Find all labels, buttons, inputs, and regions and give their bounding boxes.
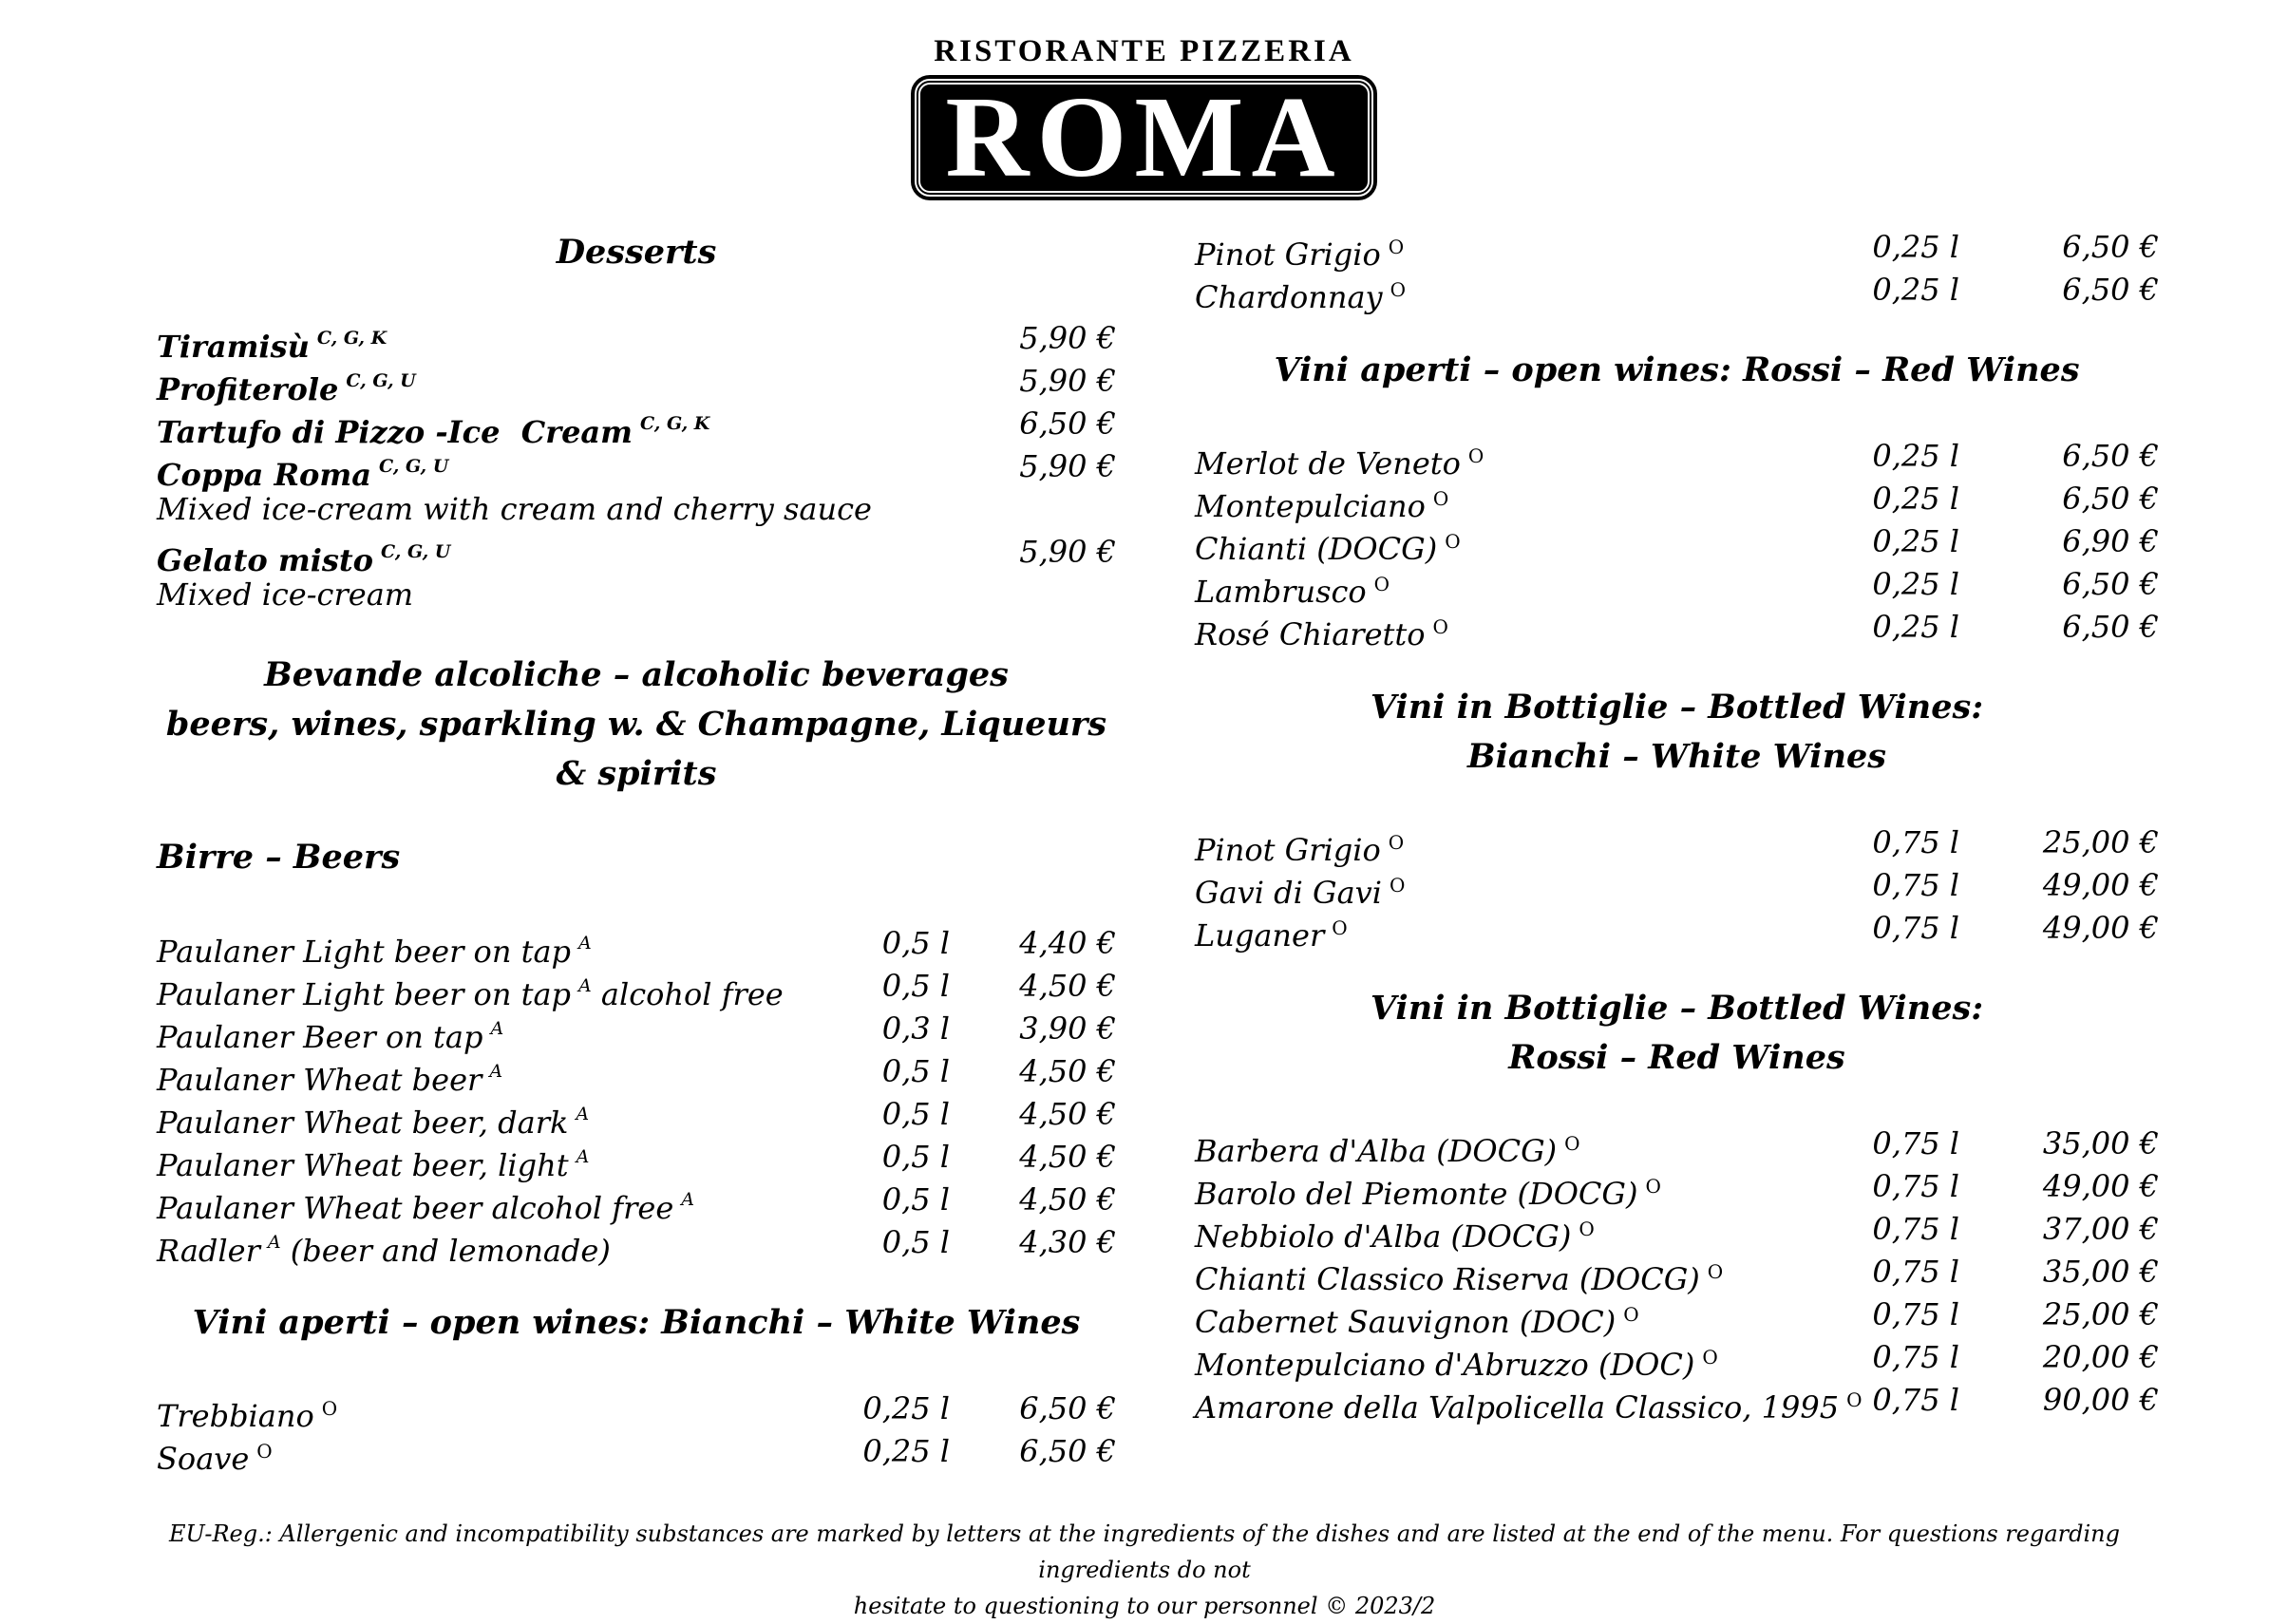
item-volume: 0,75 l: [1872, 1125, 1959, 1161]
wine-item: [1195, 226, 2159, 273]
item-name: Trebbiano: [157, 1398, 314, 1434]
origin-mark: O: [1707, 1260, 1724, 1283]
alcoholic-heading-line1: Bevande alcoliche – alcoholic beverages: [264, 655, 1009, 694]
item-volume: 0,75 l: [1872, 1168, 1959, 1204]
item-price: 5,90 €: [1019, 534, 1116, 570]
allergen-code: A: [490, 1018, 504, 1039]
item-price: 6,50 €: [1019, 1433, 1116, 1469]
desserts-heading: Desserts: [556, 233, 717, 272]
item-price: 25,00 €: [2042, 1296, 2159, 1332]
beer-item: [157, 1136, 1116, 1183]
menu-header: [0, 34, 2288, 201]
item-price: 5,90 €: [1019, 320, 1116, 356]
item-name: Paulaner Wheat beer alcohol free: [157, 1190, 674, 1226]
item-price: 6,90 €: [2062, 523, 2159, 559]
item-price: 35,00 €: [2042, 1125, 2159, 1161]
item-volume: 0,25 l: [1872, 566, 1959, 602]
item-volume: 0,75 l: [1872, 824, 1959, 860]
item-name: Coppa Roma: [157, 457, 371, 493]
item-name: Profiterole: [157, 371, 339, 407]
item-volume: 0,25 l: [1872, 481, 1959, 517]
item-name: Soave: [157, 1441, 250, 1477]
item-volume: 0,75 l: [1872, 910, 1959, 946]
origin-mark: O: [256, 1440, 273, 1463]
item-price: 6,50 €: [1019, 406, 1116, 442]
origin-mark: O: [1467, 444, 1484, 467]
item-volume: 0,75 l: [1872, 1382, 1959, 1418]
item-price: 4,50 €: [1019, 1139, 1116, 1175]
wine-item: [1195, 1379, 2159, 1426]
bottled-white-heading-line2: Bianchi – White Wines: [1466, 737, 1886, 776]
item-name: Barolo del Piemonte (DOCG): [1195, 1176, 1638, 1212]
footer-line-1: EU-Reg.: Allergenic and incompatibility substances are marked by letters at the ingredients of the dishes and are listed at the end of the menu. For questions regarding ingredients do not: [169, 1520, 2120, 1583]
item-name: Chianti (DOCG): [1195, 531, 1438, 567]
beer-item: [157, 1008, 1116, 1055]
item-price: 5,90 €: [1019, 363, 1116, 399]
wine-item: [1195, 1294, 2159, 1340]
item-price: 6,50 €: [2062, 566, 2159, 602]
item-name: Pinot Grigio: [1195, 236, 1381, 273]
origin-mark: O: [1623, 1303, 1639, 1326]
dessert-description: [157, 574, 1116, 616]
allergen-code: A: [489, 1061, 503, 1082]
allergen-code: A: [576, 1104, 590, 1124]
item-price: 4,50 €: [1019, 1053, 1116, 1089]
item-volume: 0,5 l: [881, 1181, 950, 1218]
wine-item: [1195, 606, 2159, 652]
dessert-item: [157, 445, 1116, 493]
bottled-red-wines-list: [1195, 1123, 2159, 1426]
wine-item: [157, 1388, 1116, 1434]
item-price: 90,00 €: [2042, 1382, 2159, 1418]
item-price: 49,00 €: [2042, 867, 2159, 903]
allergen-codes: C, G, K: [640, 413, 710, 434]
item-volume: 0,5 l: [881, 968, 950, 1004]
item-price: 37,00 €: [2042, 1211, 2159, 1247]
item-price: 4,40 €: [1019, 925, 1116, 961]
item-name: Rosé Chiaretto: [1195, 616, 1426, 652]
item-description: Mixed ice-cream: [157, 576, 414, 613]
origin-mark: O: [1389, 874, 1406, 897]
item-volume: 0,5 l: [881, 1053, 950, 1089]
wine-item: [157, 1430, 1116, 1477]
wine-item: [1195, 1165, 2159, 1212]
item-name: Radler: [157, 1233, 260, 1269]
alcoholic-heading-line2: beers, wines, sparkling w. & Champagne, Liqueurs & spirits: [165, 705, 1107, 793]
item-volume: 0,25 l: [1872, 272, 1959, 308]
item-volume: 0,5 l: [881, 925, 950, 961]
beer-item: [157, 965, 1116, 1012]
item-name: Chianti Classico Riserva (DOCG): [1195, 1261, 1700, 1297]
open-white-wines-heading: Vini aperti – open wines: Bianchi – White Wines: [192, 1303, 1081, 1342]
item-price: 4,50 €: [1019, 968, 1116, 1004]
footer-line-2: hesitate to questioning to our personnel © 2023/2: [853, 1593, 1436, 1619]
item-name: Paulaner Light beer on tap: [157, 976, 572, 1012]
wine-item: [1195, 864, 2159, 911]
item-name: Amarone della Valpolicella Classico, 1995: [1195, 1389, 1840, 1426]
item-volume: 0,5 l: [881, 1139, 950, 1175]
item-name: Lambrusco: [1195, 574, 1367, 610]
item-name: Paulaner Wheat beer, dark: [157, 1105, 569, 1141]
item-name: Pinot Grigio: [1195, 832, 1381, 868]
wine-item: [1195, 563, 2159, 610]
item-name: Gavi di Gavi: [1195, 875, 1382, 911]
origin-mark: O: [1432, 615, 1448, 638]
wine-item: [1195, 520, 2159, 567]
item-price: 6,50 €: [2062, 481, 2159, 517]
restaurant-subtitle: RISTORANTE PIZZERIA: [934, 34, 1354, 68]
origin-mark: O: [1645, 1175, 1661, 1198]
item-price: 35,00 €: [2042, 1254, 2159, 1290]
origin-mark: O: [1564, 1132, 1580, 1155]
item-name: Paulaner Wheat beer, light: [157, 1147, 569, 1183]
beer-item: [157, 1179, 1116, 1226]
item-suffix: (beer and lemonade): [280, 1233, 611, 1269]
item-price: 5,90 €: [1019, 448, 1116, 484]
wine-item: [1195, 1123, 2159, 1169]
item-volume: 0,25 l: [862, 1433, 950, 1469]
item-volume: 0,75 l: [1872, 1339, 1959, 1375]
dessert-description: [157, 488, 1116, 531]
item-volume: 0,25 l: [1872, 438, 1959, 474]
left-column: [157, 228, 1116, 1477]
item-name: Tiramisù: [157, 329, 310, 365]
item-volume: 0,25 l: [1872, 229, 1959, 265]
allergen-codes: C, G, U: [346, 370, 416, 391]
beer-item: [157, 1221, 1116, 1269]
item-volume: 0,25 l: [1872, 609, 1959, 645]
item-name: Cabernet Sauvignon (DOC): [1195, 1304, 1617, 1340]
origin-mark: O: [1388, 831, 1405, 854]
wine-item: [1195, 1336, 2159, 1383]
allergen-codes: C, G, K: [316, 328, 388, 349]
open-white-wines-list: [157, 1388, 1116, 1477]
wine-item: [1195, 1251, 2159, 1297]
bottled-red-heading-line2: Rossi – Red Wines: [1508, 1038, 1845, 1077]
item-volume: 0,75 l: [1872, 1296, 1959, 1332]
item-name: Barbera d'Alba (DOCG): [1195, 1133, 1558, 1169]
wine-item: [1195, 435, 2159, 482]
wine-item: [1195, 478, 2159, 524]
item-name: Paulaner Light beer on tap: [157, 934, 572, 970]
origin-mark: O: [1388, 236, 1405, 258]
wine-item: [1195, 907, 2159, 954]
item-name: Merlot de Veneto: [1195, 445, 1461, 482]
desserts-list: [157, 317, 1116, 616]
origin-mark: O: [1579, 1218, 1595, 1240]
item-price: 6,50 €: [2062, 272, 2159, 308]
item-name: Montepulciano: [1195, 488, 1426, 524]
item-name: Luganer: [1195, 917, 1325, 954]
bottled-red-heading-line1: Vini in Bottiglie – Bottled Wines:: [1370, 989, 1984, 1028]
beer-item: [157, 1093, 1116, 1141]
item-name: Paulaner Beer on tap: [157, 1019, 483, 1055]
dessert-item: [157, 360, 1116, 407]
item-price: 4,30 €: [1019, 1224, 1116, 1260]
item-description: Mixed ice-cream with cream and cherry sauce: [157, 491, 872, 527]
item-volume: 0,25 l: [1872, 523, 1959, 559]
item-volume: 0,75 l: [1872, 1211, 1959, 1247]
item-name: Paulaner Wheat beer: [157, 1062, 482, 1098]
item-price: 6,50 €: [1019, 1390, 1116, 1426]
wine-item: [1195, 821, 2159, 868]
item-volume: 0,75 l: [1872, 1254, 1959, 1290]
dessert-item: [157, 531, 1116, 578]
item-name: Gelato misto: [157, 542, 373, 578]
item-suffix: alcohol free: [591, 976, 784, 1012]
origin-mark: O: [1390, 278, 1406, 301]
allergen-code: A: [576, 1146, 590, 1167]
item-name: Chardonnay: [1195, 279, 1383, 315]
item-volume: 0,5 l: [881, 1224, 950, 1260]
origin-mark: O: [1702, 1346, 1718, 1369]
origin-mark: O: [321, 1397, 338, 1420]
item-volume: 0,3 l: [881, 1010, 950, 1047]
origin-mark: O: [1432, 487, 1449, 510]
open-white-wines-continued: [1195, 226, 2159, 315]
item-price: 25,00 €: [2042, 824, 2159, 860]
dessert-item: [157, 317, 1116, 365]
item-volume: 0,75 l: [1872, 867, 1959, 903]
item-price: 6,50 €: [2062, 229, 2159, 265]
item-volume: 0,25 l: [862, 1390, 950, 1426]
beers-heading: Birre – Beers: [157, 838, 401, 877]
item-price: 49,00 €: [2042, 910, 2159, 946]
allergen-codes: C, G, U: [381, 541, 451, 562]
item-price: 49,00 €: [2042, 1168, 2159, 1204]
origin-mark: O: [1373, 573, 1390, 595]
item-name: Tartufo di Pizzo -Ice Cream: [157, 414, 633, 450]
item-price: 6,50 €: [2062, 609, 2159, 645]
bottled-white-wines-list: [1195, 821, 2159, 954]
open-red-wines-heading: Vini aperti – open wines: Rossi – Red Wines: [1274, 350, 2080, 389]
beer-item: [157, 1050, 1116, 1098]
right-column: [1195, 226, 2159, 1426]
open-red-wines-list: [1195, 435, 2159, 652]
roma-logo: ROMA: [915, 79, 1372, 197]
eu-regulation-footer: [152, 1516, 2137, 1624]
bottled-white-heading-line1: Vini in Bottiglie – Bottled Wines:: [1370, 688, 1984, 727]
allergen-code: A: [267, 1232, 281, 1253]
item-price: 4,50 €: [1019, 1181, 1116, 1218]
beers-list: [157, 922, 1116, 1269]
origin-mark: O: [1846, 1388, 1863, 1411]
allergen-codes: C, G, U: [378, 456, 449, 477]
item-volume: 0,5 l: [881, 1096, 950, 1132]
wine-item: [1195, 269, 2159, 315]
item-price: 6,50 €: [2062, 438, 2159, 474]
allergen-code: A: [578, 975, 592, 996]
dessert-item: [157, 403, 1116, 450]
wine-item: [1195, 1208, 2159, 1255]
allergen-code: A: [681, 1189, 695, 1210]
allergen-code: A: [578, 933, 592, 954]
origin-mark: O: [1332, 916, 1348, 939]
item-name: Montepulciano d'Abruzzo (DOC): [1195, 1347, 1695, 1383]
item-price: 4,50 €: [1019, 1096, 1116, 1132]
item-price: 3,90 €: [1019, 1010, 1116, 1047]
item-name: Nebbiolo d'Alba (DOCG): [1195, 1218, 1572, 1255]
origin-mark: O: [1445, 530, 1461, 553]
item-price: 20,00 €: [2042, 1339, 2159, 1375]
beer-item: [157, 922, 1116, 970]
